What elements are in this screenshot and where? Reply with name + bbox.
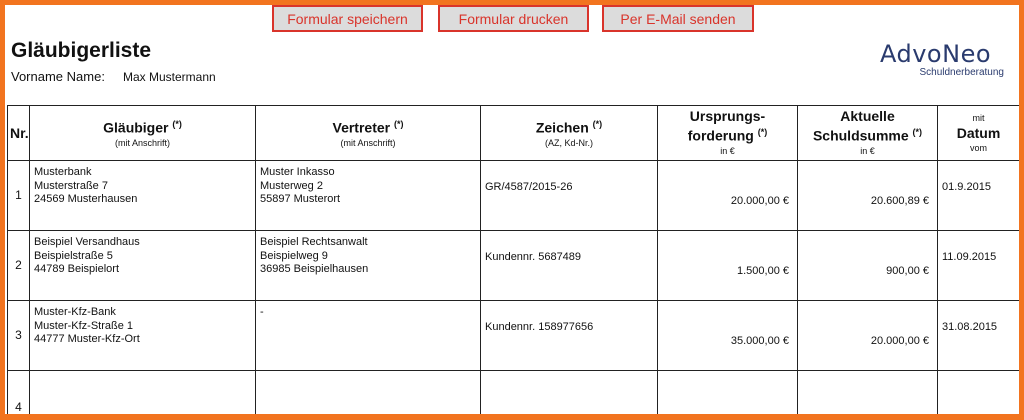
name-row [11, 69, 216, 84]
creditor-cell[interactable]: Musterbank Musterstraße 7 24569 Musterhausen [30, 161, 256, 231]
original-amount-cell[interactable]: 20.000,00 € [658, 161, 798, 231]
header-ursprungsforderung: Ursprungs- forderung (*) in € [658, 106, 798, 161]
creditor-cell[interactable]: Beispiel Versandhaus Beispielstraße 5 44789 Beispielort [30, 231, 256, 301]
original-amount-cell[interactable]: 1.500,00 € [658, 231, 798, 301]
table-row [8, 231, 1020, 301]
reference-cell[interactable]: Kundennr. 5687489 [481, 231, 658, 301]
header-glaeubiger: Gläubiger (*) (mit Anschrift) [30, 106, 256, 161]
header-datum: mit Datum vom [938, 106, 1020, 161]
date-cell[interactable]: 11.09.2015 [938, 231, 1020, 301]
reference-cell[interactable]: Kundennr. 158977656 [481, 301, 658, 371]
creditor-cell[interactable]: Muster-Kfz-Bank Muster-Kfz-Straße 1 44777 Muster-Kfz-Ort [30, 301, 256, 371]
save-form-button[interactable]: Formular speichern [272, 5, 423, 32]
current-amount-cell[interactable]: 20.600,89 € [798, 161, 938, 231]
page-title: Gläubigerliste [11, 39, 152, 62]
logo-subtitle: Schuldnerberatung [919, 67, 1004, 78]
row-number: 3 [8, 301, 30, 371]
date-cell[interactable] [938, 371, 1020, 415]
table-row [8, 371, 1020, 415]
creditor-table [7, 105, 1020, 415]
representative-cell[interactable]: Muster Inkasso Musterweg 2 55897 Musterort [256, 161, 481, 231]
row-number: 4 [8, 371, 30, 415]
reference-cell[interactable]: GR/4587/2015-26 [481, 161, 658, 231]
header-zeichen: Zeichen (*) (AZ, Kd-Nr.) [481, 106, 658, 161]
name-value: Max Mustermann [123, 70, 216, 84]
original-amount-cell[interactable]: 35.000,00 € [658, 301, 798, 371]
header-schuldsumme: Aktuelle Schuldsumme (*) in € [798, 106, 938, 161]
table-row [8, 301, 1020, 371]
reference-cell[interactable] [481, 371, 658, 415]
name-label: Vorname Name: [11, 69, 105, 84]
header-vertreter: Vertreter (*) (mit Anschrift) [256, 106, 481, 161]
print-form-button[interactable]: Formular drucken [438, 5, 589, 32]
representative-cell[interactable]: - [256, 301, 481, 371]
logo-brand-advo: Advo [880, 40, 943, 68]
representative-cell[interactable] [256, 371, 481, 415]
row-number: 2 [8, 231, 30, 301]
advoneo-logo [880, 40, 1014, 80]
current-amount-cell[interactable]: 900,00 € [798, 231, 938, 301]
form-toolbar [0, 5, 1024, 33]
header-nr: Nr. [8, 106, 30, 161]
email-send-button[interactable]: Per E-Mail senden [602, 5, 754, 32]
current-amount-cell[interactable] [798, 371, 938, 415]
row-number: 1 [8, 161, 30, 231]
date-cell[interactable]: 31.08.2015 [938, 301, 1020, 371]
creditor-cell[interactable] [30, 371, 256, 415]
representative-cell[interactable]: Beispiel Rechtsanwalt Beispielweg 9 36985 Beispielhausen [256, 231, 481, 301]
original-amount-cell[interactable] [658, 371, 798, 415]
logo-brand-neo: Neo [942, 40, 992, 68]
current-amount-cell[interactable]: 20.000,00 € [798, 301, 938, 371]
table-row [8, 161, 1020, 231]
date-cell[interactable]: 01.9.2015 [938, 161, 1020, 231]
